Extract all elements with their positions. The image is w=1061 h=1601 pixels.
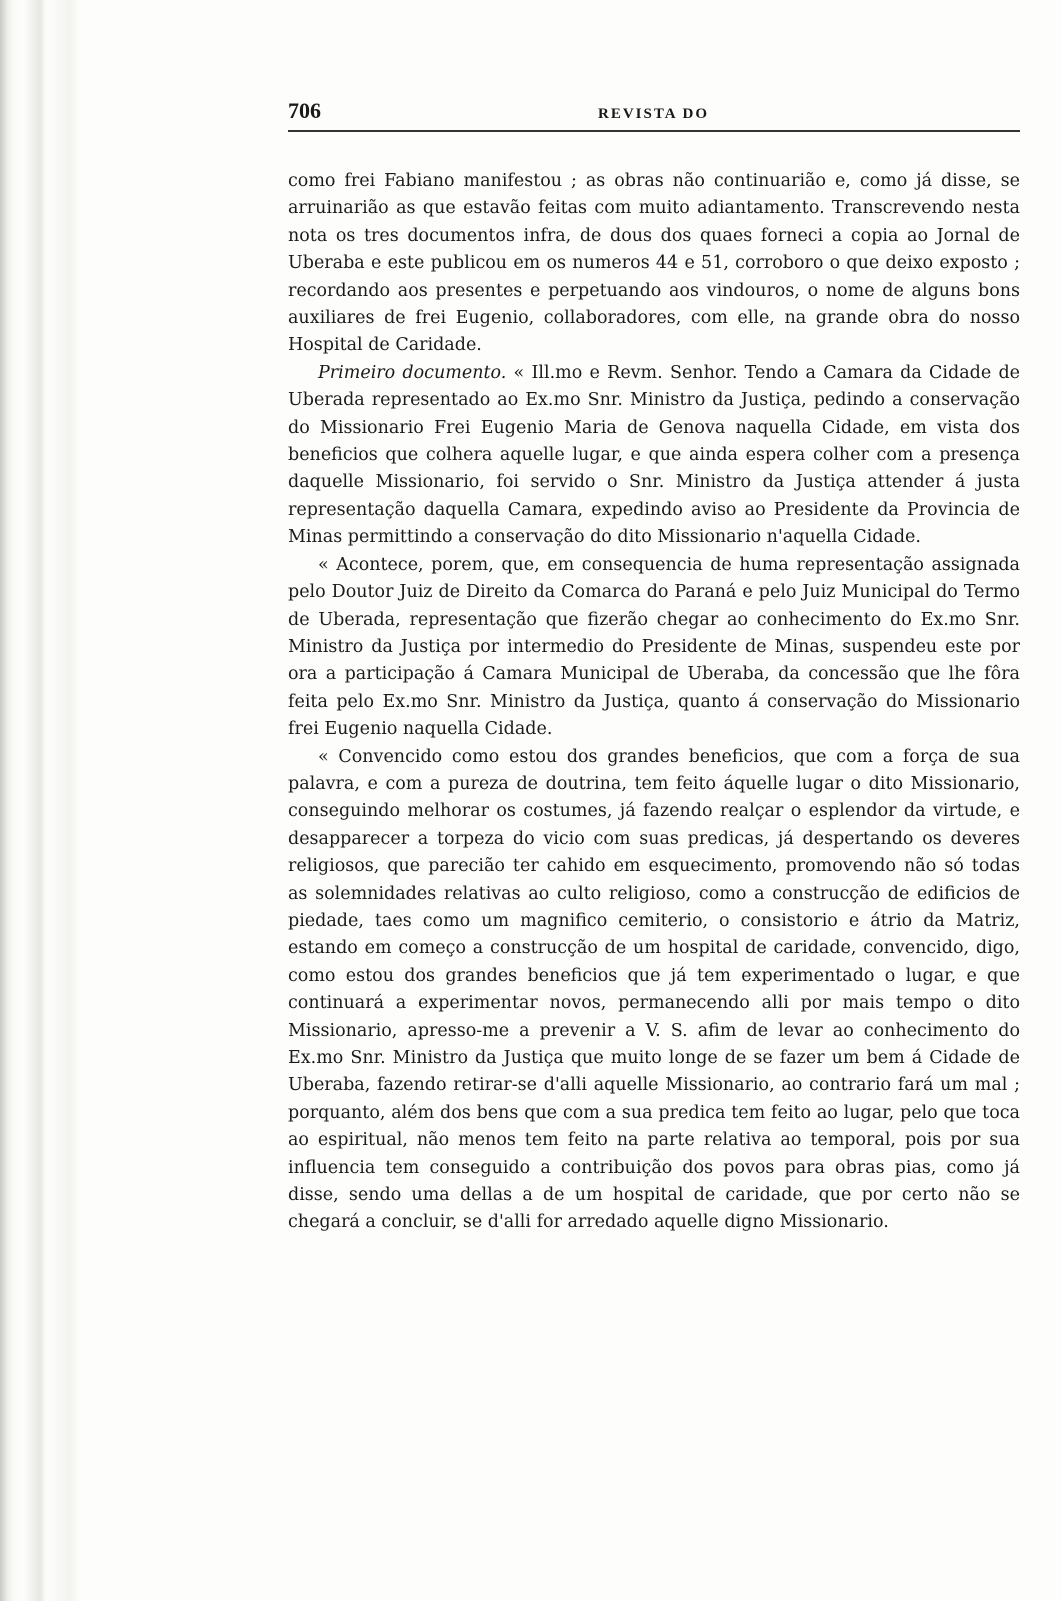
paragraph-text: « Ill.mo e Revm. Senhor. Tendo a Camara da Cidade de Uberada representado ao Ex.mo Snr. Ministro da Justiça, pedindo a conservação do Missionario Frei Eugenio Maria de Genova naquella Cidade, em vista dos beneficios que colhera aquelle lugar, e que ainda espera colher com a presença daquelle Missionario, foi servido o Snr. Ministro da Justiça attender á justa representação daquella Camara, expedindo aviso ao Presidente da Provincia de Minas permittindo a conservação do dito Missionario n'aquella Cidade. (288, 362, 1020, 548)
paragraph (288, 360, 1020, 552)
page-gutter-shadow (0, 0, 80, 1601)
header-rule (288, 130, 1020, 132)
page-header (288, 96, 1020, 134)
paragraph: como frei Fabiano manifestou ; as obras não continuarião e, como já disse, se arruinarião as que estavão feitas com muito adiantamento. Transcrevendo nesta nota os tres documentos infra, de dous dos quaes forneci a copia ao Jornal de Uberaba e este publicou em os numeros 44 e 51, corroboro o que deixo exposto ; recordando aos presentes e perpetuando aos vindouros, o nome de alguns bons auxiliares de frei Eugenio, collaboradores, com elle, na grande obra do nosso Hospital de Caridade. (288, 171, 1020, 356)
running-title: REVISTA DO (598, 106, 709, 122)
page-number: 706 (288, 98, 321, 123)
body-text (288, 168, 1020, 1237)
paragraph: « Acontece, porem, que, em consequencia de huma representação assignada pelo Doutor Juiz de Direito da Comarca do Paraná e pelo Juiz Municipal do Termo de Uberada, representação que fizerão chegar ao conhecimento do Ex.mo Snr. Ministro da Justiça por intermedio do Presidente de Minas, suspendeu este por ora a participação á Camara Municipal de Uberaba, da concessão que lhe fôra feita pelo Ex.mo Snr. Ministro da Justiça, quanto á conservação do Missionario frei Eugenio naquella Cidade. (288, 554, 1020, 740)
document-heading: Primeiro documento. (318, 362, 507, 383)
paragraph: « Convencido como estou dos grandes beneficios, que com a força de sua palavra, e com a pureza de doutrina, tem feito áquelle lugar o dito Missionario, conseguindo melhorar os costumes, já fazendo realçar o esplendor da virtude, e desapparecer a torpeza do vicio com suas predicas, já despertando os deveres religiosos, que parecião ter cahido em esquecimento, promovendo não só todas as solemnidades relativas ao culto religioso, como a construcção de edificios de piedade, taes como um magnifico cemiterio, o consistorio e átrio da Matriz, estando em começo a construcção de um hospital de caridade, convencido, digo, como estou dos grandes beneficios que já tem experimentado o lugar, e que continuará a experimentar novos, permanecendo alli por mais tempo o dito Missionario, apresso-me a prevenir a V. S. afim de levar ao conhecimento do Ex.mo Snr. Ministro da Justiça que muito longe de se fazer um bem á Cidade de Uberaba, fazendo retirar-se d'alli aquelle Missionario, ao contrario fará um mal ; porquanto, além dos bens que com a sua predica tem feito ao lugar, pelo que toca ao espiritual, não menos tem feito na parte relativa ao temporal, pois por sua influencia tem conseguido a contribuição dos povos para obras pias, como já disse, sendo uma dellas a de um hospital de caridade, que por certo não se chegará a concluir, se d'alli for arredado aquelle digno Missionario. (288, 746, 1020, 1233)
